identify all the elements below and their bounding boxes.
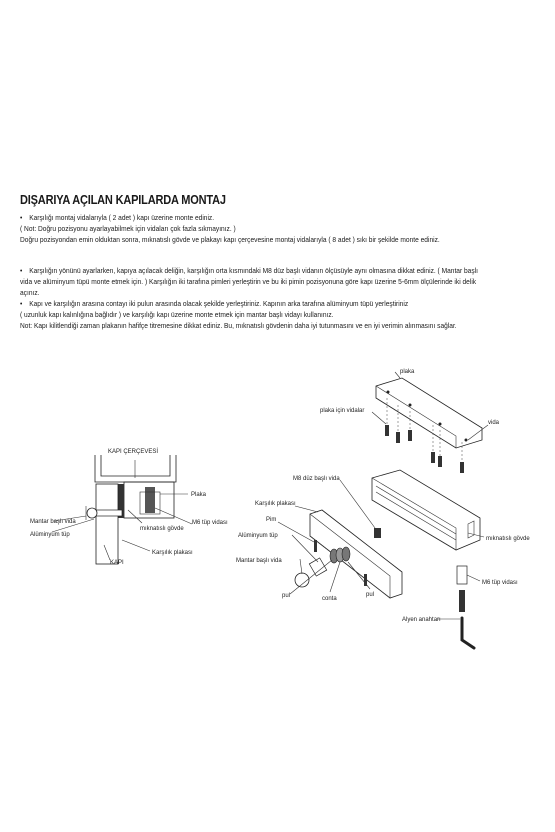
plate-hole — [439, 423, 442, 426]
mushroom-screw-head — [87, 508, 97, 518]
label-karsilik-plakasi-r: Karşılık plakası — [255, 501, 296, 507]
section-2-line: • Kapı ve karşılığın arasına contayı iki pulun arasında olacak şekilde yerleştiriniz. Kapının arka tarafına alüminyum tüpü yerleştiriniz — [20, 299, 409, 308]
leader-m8 — [340, 480, 375, 528]
section-1-line: Doğru pozisyondan emin olduktan sonra, mıknatıslı gövde ve plakayı kapı çerçevesine montaj vidalarıyla ( 8 adet ) sıkı bir şekilde monte ediniz. — [20, 235, 440, 244]
label-miknatisli-govde: mıknatıslı gövde — [140, 526, 184, 532]
label-vida: vida — [488, 420, 500, 426]
left-cross-section — [30, 448, 228, 566]
leader-karsilik-r — [295, 506, 318, 512]
section-2-line: vida ve alüminyum tüpü monte etmek için. ) Karşılığın iki tarafına pimleri yerleştirin ve bu iki pimin pozisyonuna göre kapı üzerine 5-6mm ölçülerinde iki delik — [20, 277, 477, 286]
label-aluminyum-tup-r: Alüminyum tüp — [238, 533, 278, 539]
pin — [314, 540, 317, 552]
bullet: • — [20, 266, 23, 275]
magnet-body-end — [468, 521, 474, 538]
label-aluminyum-tup: Alüminyum tüp — [30, 532, 70, 538]
section-1-line: ( Not: Doğru pozisyonu ayarlayabilmek için vidaları çok fazla sıkmayınız. ) — [20, 224, 236, 233]
door-frame — [95, 455, 176, 482]
label-alyen-anahtari: Alyen anahtarı — [402, 617, 441, 623]
label-m8: M8 düz başlı vida — [293, 476, 340, 482]
leader-m6 — [155, 508, 192, 524]
section-2-line: Not: Kapı kilitlendiği zaman plakanın hafifçe titremesine dikkat ediniz. Bu, mıknatıslı gövdenin daha iyi tutunmasını ve en iyi verimin alınmasını sağlar. — [20, 321, 457, 330]
page-title: DIŞARIYA AÇILAN KAPILARDA MONTAJ — [20, 193, 226, 207]
label-miknatisli-govde-r: mıknatıslı gövde — [486, 536, 530, 542]
plate-screws — [385, 425, 464, 473]
plate-hole — [387, 391, 390, 394]
label-m6-tup-vidasi: M6 tüp vidası — [192, 520, 228, 526]
mounting-plate — [376, 378, 482, 448]
bullet: • — [20, 299, 23, 308]
plate-hole — [465, 439, 468, 442]
label-mantar-basli-vida-r: Mantar başlı vida — [236, 558, 282, 564]
m6-tube-r — [457, 566, 467, 584]
label-plaka-r: plaka — [400, 369, 415, 375]
leader-mantar-r — [300, 559, 302, 574]
label-pul-left: pul — [282, 593, 291, 599]
right-exploded-view — [236, 369, 530, 648]
armature-plate-r — [310, 510, 402, 598]
leader-plaka-vidalar — [372, 412, 386, 424]
mounting-plate-edge — [376, 386, 456, 448]
aluminium-tube-r — [309, 558, 326, 576]
label-kapi-cercevesi: KAPI ÇERÇEVESİ — [108, 449, 159, 455]
section-2-line: ( uzunluk kapı kalınlığına bağlıdır ) ve karşılığı kapı üzerine monte etmek için mantar başlı vidayı kullanınız. — [20, 310, 334, 319]
m6-tube-screw — [145, 487, 155, 513]
leader-miknatisli — [468, 533, 484, 537]
magnet-body-lines — [376, 486, 456, 540]
allen-key — [462, 618, 474, 648]
leader-m6-r — [467, 575, 480, 581]
label-kapi: KAPI — [110, 560, 124, 566]
section-1-line: • Karşılığı montaj vidalarıyla ( 2 adet ) kapı üzerine monte ediniz. — [20, 213, 215, 222]
label-mantar-basli-vida: Mantar başlı vida — [30, 519, 76, 525]
label-pul-right: pul — [366, 592, 375, 598]
section-2-line: • Karşılığın yönünü ayarlarken, kapıya açılacak deliğin, karşılığın orta kısmındaki M8 düz başlı vidanın ölçüsüyle aynı olmasına dikkat ediniz. ( Mantar başlı — [20, 266, 478, 275]
door-frame-inner — [101, 455, 170, 476]
leader-vida — [468, 425, 488, 440]
washer — [342, 547, 350, 561]
pin — [364, 574, 367, 586]
section-2-line: açınız. — [20, 288, 40, 297]
m8-screw — [374, 528, 381, 538]
magnet-body-edge — [372, 478, 456, 550]
label-karsilik-plakasi: Karşılık plakası — [152, 550, 193, 556]
bullet: • — [20, 213, 23, 222]
label-conta: conta — [322, 596, 337, 602]
label-m6-tup-vidasi-r: M6 tüp vidası — [482, 580, 518, 586]
m6-screw-r — [459, 590, 465, 612]
label-plaka-icin-vidalar: plaka için vidalar — [320, 408, 365, 414]
leader-conta — [330, 562, 340, 592]
label-plaka: Plaka — [191, 492, 207, 498]
plate-hole — [409, 404, 412, 407]
leader-karsilik — [122, 540, 150, 551]
leader-door — [104, 545, 110, 560]
label-pim: Pim — [266, 517, 277, 523]
